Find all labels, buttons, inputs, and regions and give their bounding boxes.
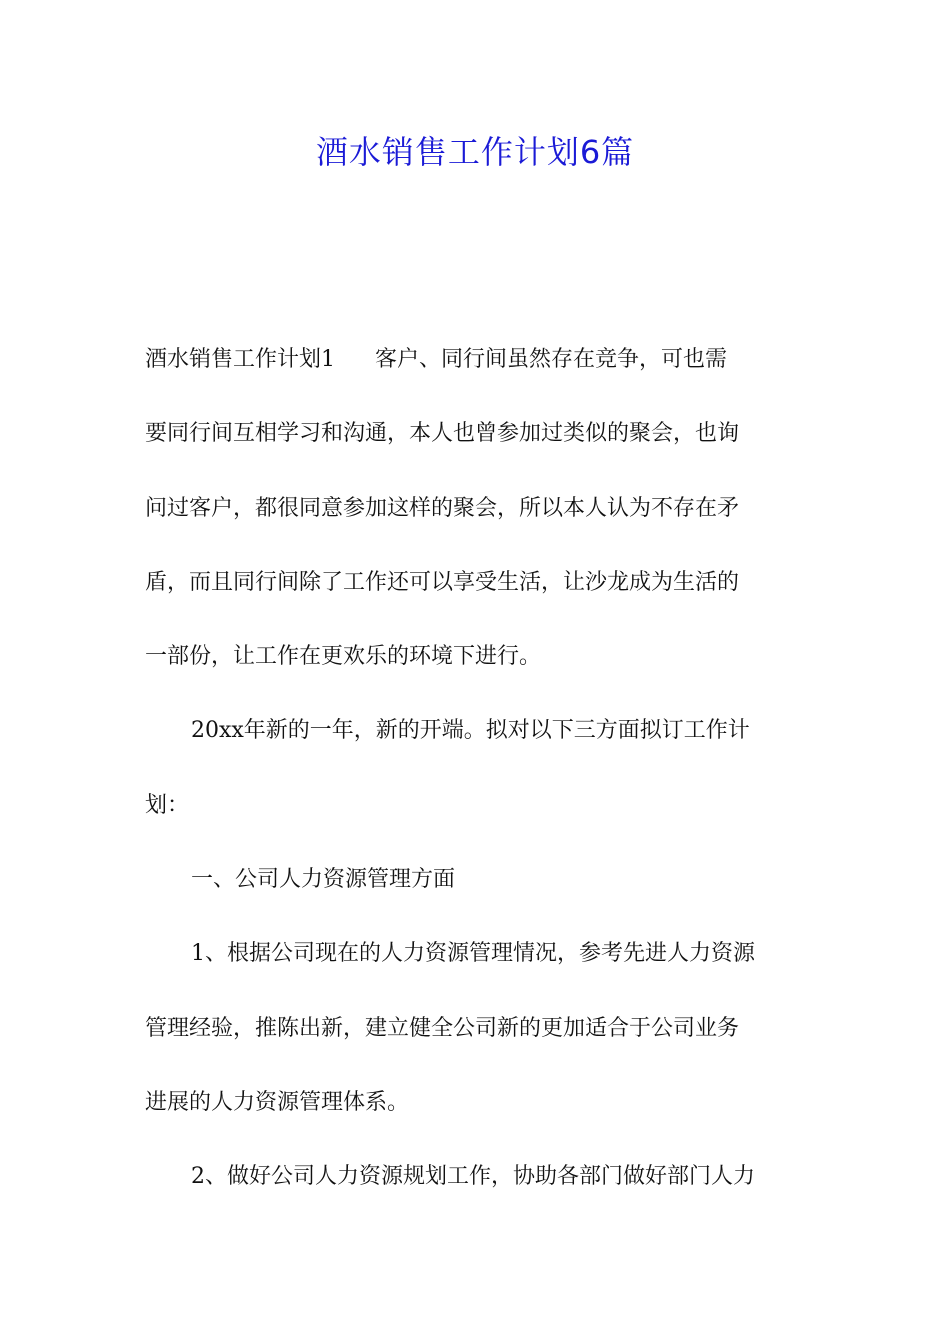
line-text: 客户、同行间虽然存在竞争，可也需: [375, 347, 728, 372]
paragraph-line: 进展的人力资源管理体系。: [145, 1089, 410, 1115]
document-body: [145, 338, 809, 1230]
paragraph-line: 1、根据公司现在的人力资源管理情况，参考先进人力资源: [191, 941, 755, 967]
paragraph-line: 要同行间互相学习和沟通，本人也曾参加过类似的聚会，也询: [145, 421, 740, 447]
paragraph-line: 问过客户，都很同意参加这样的聚会，所以本人认为不存在矛: [145, 495, 740, 521]
paragraph-line: 管理经验，推陈出新，建立健全公司新的更加适合于公司业务: [145, 1015, 740, 1041]
section-heading-line: 一、公司人力资源管理方面: [191, 867, 456, 893]
paragraph-line: 划：: [145, 792, 190, 818]
paragraph-line: [145, 338, 809, 412]
paragraph-line: 一部份，让工作在更欢乐的环境下进行。: [145, 644, 542, 670]
paragraph-line: 20xx年新的一年，新的开端。拟对以下三方面拟订工作计: [191, 718, 750, 744]
paragraph-line: 盾，而且同行间除了工作还可以享受生活，让沙龙成为生活的: [145, 569, 740, 595]
document-title: 酒水销售工作计划6篇: [315, 133, 635, 171]
section-heading: 酒水销售工作计划1: [145, 347, 335, 372]
paragraph-line: 2、做好公司人力资源规划工作，协助各部门做好部门人力: [191, 1164, 755, 1190]
